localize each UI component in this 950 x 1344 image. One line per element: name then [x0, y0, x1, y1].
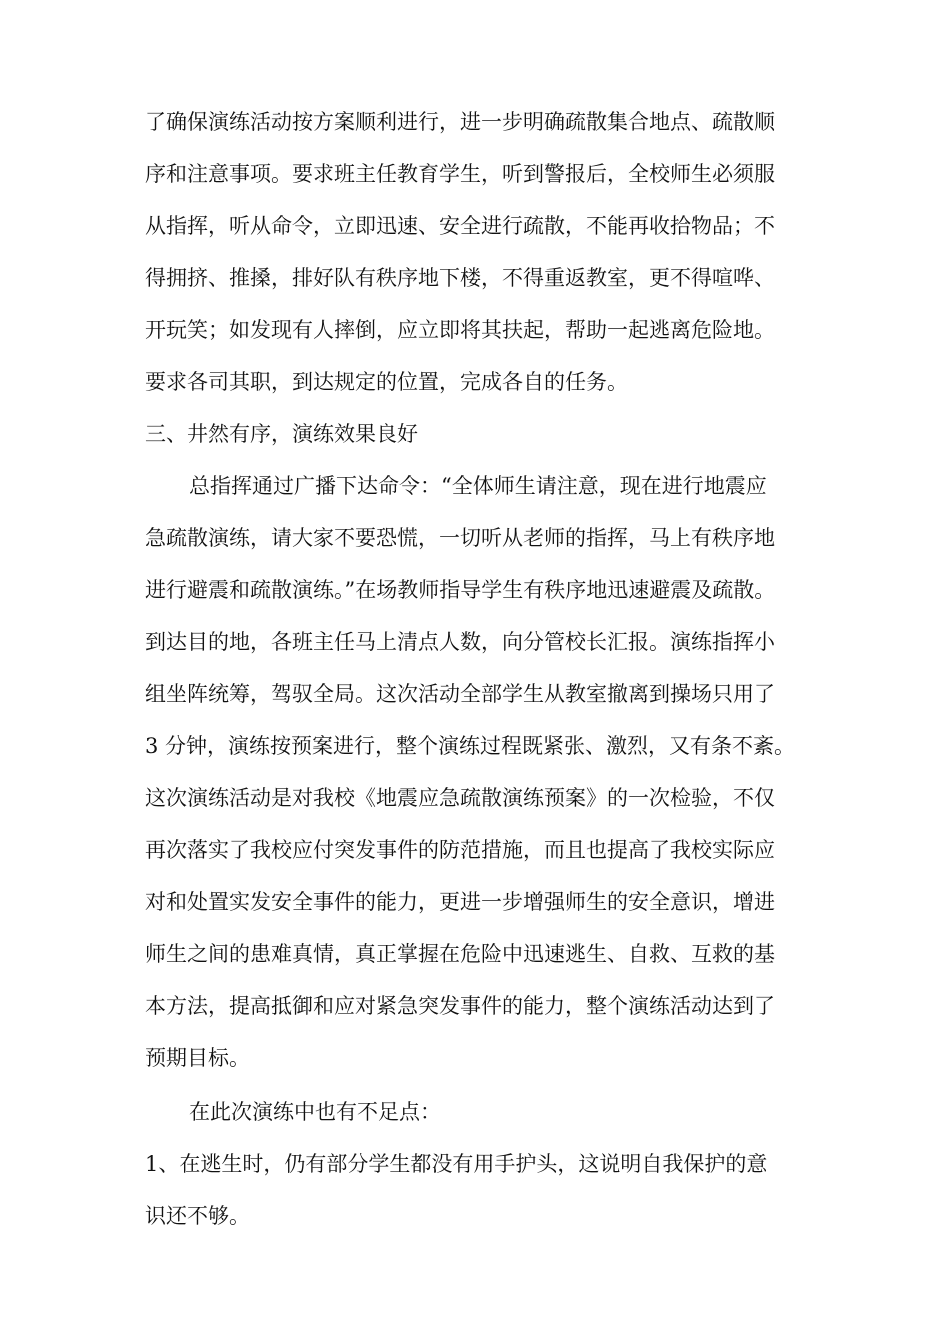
paragraph-first-line: 总指挥通过广播下达命令：“全体师生请注意，现在进行地震应	[189, 474, 767, 498]
text-line: 序和注意事项。要求班主任教育学生，听到警报后，全校师生必须服	[145, 162, 775, 186]
list-item: 1、在逃生时，仍有部分学生都没有用手护头，这说明自我保护的意	[145, 1152, 768, 1176]
text-line: 急疏散演练，请大家不要恐慌，一切听从老师的指挥，马上有秩序地	[145, 526, 775, 550]
text-line: 组坐阵统筹，驾驭全局。这次活动全部学生从教室撤离到操场只用了	[145, 682, 775, 706]
text-line: 再次落实了我校应付突发事件的防范措施，而且也提高了我校实际应	[145, 838, 775, 862]
text-line: 预期目标。	[145, 1046, 250, 1070]
text-line: 得拥挤、推搡，排好队有秩序地下楼，不得重返教室，更不得喧哗、	[145, 266, 775, 290]
text-line: 进行避震和疏散演练。”在场教师指导学生有秩序地迅速避震及疏散。	[145, 578, 776, 602]
text-line: 3 分钟，演练按预案进行，整个演练过程既紧张、激烈，又有条不紊。	[145, 734, 796, 758]
text-line: 本方法，提高抵御和应对紧急突发事件的能力，整个演练活动达到了	[145, 994, 775, 1018]
text-line: 开玩笑；如发现有人摔倒，应立即将其扶起，帮助一起逃离危险地。	[145, 318, 775, 342]
document-body	[145, 96, 825, 1242]
text-line: 对和处置实发安全事件的能力，更进一步增强师生的安全意识，增进	[145, 890, 775, 914]
text-line: 从指挥，听从命令，立即迅速、安全进行疏散，不能再收拾物品；不	[145, 214, 775, 238]
text-line: 到达目的地，各班主任马上清点人数，向分管校长汇报。演练指挥小	[145, 630, 775, 654]
text-line: 了确保演练活动按方案顺利进行，进一步明确疏散集合地点、疏散顺	[145, 110, 775, 134]
text-line: 识还不够。	[145, 1204, 250, 1228]
paragraph-first-line: 在此次演练中也有不足点：	[189, 1100, 441, 1124]
section-heading: 三、井然有序，演练效果良好	[145, 422, 418, 446]
text-line: 要求各司其职，到达规定的位置，完成各自的任务。	[145, 370, 628, 394]
text-line: 这次演练活动是对我校《地震应急疏散演练预案》的一次检验，不仅	[145, 786, 775, 810]
text-line: 师生之间的患难真情，真正掌握在危险中迅速逃生、自救、互救的基	[145, 942, 775, 966]
